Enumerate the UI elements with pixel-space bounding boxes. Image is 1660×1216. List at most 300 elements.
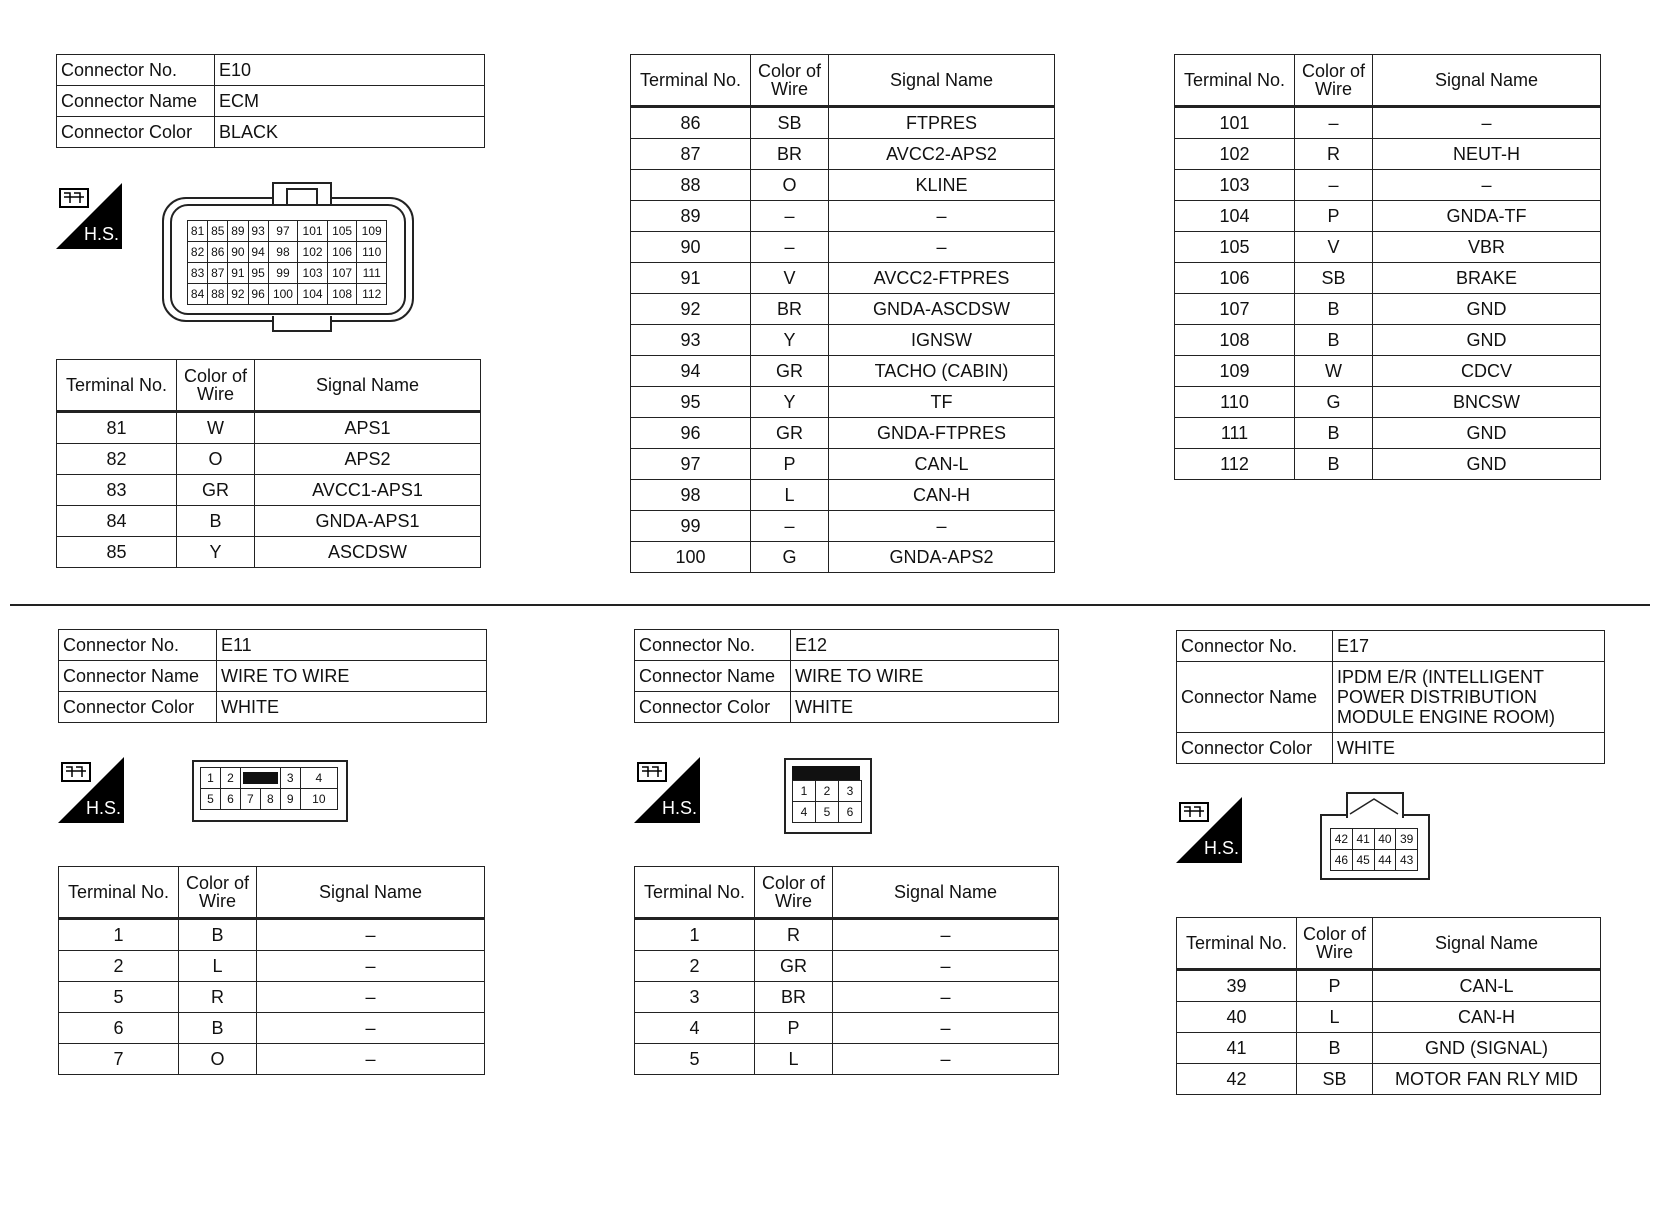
terminal-row	[631, 294, 1055, 325]
pin-cell: 90	[228, 242, 248, 263]
terminal-no-cell: 89	[631, 201, 751, 232]
signal-name-cell: GND	[1373, 449, 1601, 480]
terminal-row	[631, 449, 1055, 480]
pin-cell: 85	[208, 221, 228, 242]
wire-color-cell: Y	[177, 537, 255, 568]
e11-connector-name: WIRE TO WIRE	[217, 661, 487, 692]
pin-cell: 86	[208, 242, 228, 263]
wire-color-cell: BR	[755, 982, 833, 1013]
terminal-row	[1175, 387, 1601, 418]
wire-color-cell: L	[751, 480, 829, 511]
terminal-row	[1175, 263, 1601, 294]
terminal-no-cell: 83	[57, 475, 177, 506]
terminal-row	[1177, 1033, 1601, 1064]
signal-name-cell: GND (SIGNAL)	[1373, 1033, 1601, 1064]
e17-terminal-table	[1176, 917, 1601, 1095]
terminal-no-cell: 93	[631, 325, 751, 356]
terminal-no-cell: 6	[59, 1013, 179, 1044]
terminal-no-cell: 102	[1175, 139, 1295, 170]
signal-name-cell: –	[1373, 170, 1601, 201]
pin-cell: 6	[220, 789, 240, 810]
terminal-row	[1175, 294, 1601, 325]
terminal-no-cell: 5	[59, 982, 179, 1013]
wire-color-cell: –	[751, 201, 829, 232]
wire-color-cell: SB	[1297, 1064, 1373, 1095]
signal-name-cell: GNDA-ASCDSW	[829, 294, 1055, 325]
terminal-no-cell: 105	[1175, 232, 1295, 263]
terminal-no-cell: 106	[1175, 263, 1295, 294]
signal-name-cell: –	[257, 919, 485, 951]
wire-color-cell: GR	[751, 418, 829, 449]
connector-color-label: Connector Color	[57, 117, 215, 148]
terminal-row	[59, 919, 485, 951]
pin-cell: 82	[188, 242, 208, 263]
wire-color-cell: –	[1295, 170, 1373, 201]
e10-connector-color: BLACK	[215, 117, 485, 148]
pin-cell: 96	[248, 284, 268, 305]
e17-connector-info	[1176, 630, 1605, 764]
terminal-row	[1177, 1002, 1601, 1033]
color-of-wire-header: Color of Wire	[177, 360, 255, 412]
terminal-no-cell: 97	[631, 449, 751, 480]
signal-name-cell: AVCC1-APS1	[255, 475, 481, 506]
e12-connector-no: E12	[791, 630, 1059, 661]
signal-name-cell: –	[833, 951, 1059, 982]
connector-name-label: Connector Name	[1177, 662, 1333, 733]
terminal-row	[59, 1044, 485, 1075]
signal-name-header: Signal Name	[1373, 918, 1601, 970]
terminal-row	[631, 542, 1055, 573]
signal-name-cell: –	[257, 1013, 485, 1044]
wire-color-cell: B	[1295, 418, 1373, 449]
color-of-wire-header: Color of Wire	[755, 867, 833, 919]
signal-name-cell: CAN-H	[1373, 1002, 1601, 1033]
terminal-row	[635, 1013, 1059, 1044]
terminal-no-cell: 5	[635, 1044, 755, 1075]
pin-cell: 109	[357, 221, 387, 242]
pin-cell: 4	[300, 768, 337, 789]
terminal-no-header: Terminal No.	[59, 867, 179, 919]
e10-terminal-table-b	[630, 54, 1055, 573]
pin-cell: 87	[208, 263, 228, 284]
terminal-row	[631, 418, 1055, 449]
terminal-no-cell: 81	[57, 412, 177, 444]
terminal-no-cell: 111	[1175, 418, 1295, 449]
wire-color-cell: Y	[751, 325, 829, 356]
terminal-no-cell: 99	[631, 511, 751, 542]
terminal-row	[57, 537, 481, 568]
hs-label: H.S.	[661, 798, 697, 818]
terminal-row	[1175, 170, 1601, 201]
e12-connector-info	[634, 629, 1059, 723]
signal-name-cell: ASCDSW	[255, 537, 481, 568]
wire-color-cell: W	[177, 412, 255, 444]
terminal-row	[1175, 139, 1601, 170]
terminal-row	[635, 919, 1059, 951]
pin-cell: 43	[1396, 850, 1418, 871]
signal-name-cell: GND	[1373, 418, 1601, 449]
terminal-no-cell: 88	[631, 170, 751, 201]
terminal-no-cell: 85	[57, 537, 177, 568]
e10-connector-no: E10	[215, 55, 485, 86]
pin-cell: 107	[327, 263, 357, 284]
wire-color-cell: P	[1295, 201, 1373, 232]
terminal-no-cell: 39	[1177, 970, 1297, 1002]
color-of-wire-header: Color of Wire	[751, 55, 829, 107]
signal-name-cell: AVCC2-FTPRES	[829, 263, 1055, 294]
terminal-no-cell: 101	[1175, 107, 1295, 139]
terminal-no-cell: 41	[1177, 1033, 1297, 1064]
terminal-no-cell: 109	[1175, 356, 1295, 387]
wire-color-cell: Y	[751, 387, 829, 418]
terminal-row	[1175, 107, 1601, 139]
signal-name-cell: NEUT-H	[1373, 139, 1601, 170]
signal-name-cell: BRAKE	[1373, 263, 1601, 294]
pin-cell: 8	[260, 789, 280, 810]
signal-name-cell: –	[257, 1044, 485, 1075]
terminal-row	[631, 201, 1055, 232]
terminal-no-cell: 100	[631, 542, 751, 573]
hs-harness-side-icon	[634, 757, 700, 823]
e17-connector-no: E17	[1333, 631, 1605, 662]
signal-name-cell: –	[257, 982, 485, 1013]
signal-name-cell: KLINE	[829, 170, 1055, 201]
e11-connector-face	[192, 760, 348, 822]
terminal-row	[631, 356, 1055, 387]
pin-cell: 88	[208, 284, 228, 305]
wire-color-cell: GR	[751, 356, 829, 387]
signal-name-cell: –	[829, 511, 1055, 542]
pin-cell: 110	[357, 242, 387, 263]
terminal-no-cell: 90	[631, 232, 751, 263]
terminal-row	[635, 951, 1059, 982]
terminal-no-cell: 87	[631, 139, 751, 170]
pin-cell: 95	[248, 263, 268, 284]
signal-name-cell: GNDA-FTPRES	[829, 418, 1055, 449]
wire-color-cell: L	[755, 1044, 833, 1075]
terminal-row	[631, 387, 1055, 418]
wire-color-cell: GR	[755, 951, 833, 982]
terminal-no-header: Terminal No.	[57, 360, 177, 412]
signal-name-cell: –	[833, 1044, 1059, 1075]
terminal-no-cell: 108	[1175, 325, 1295, 356]
terminal-no-cell: 84	[57, 506, 177, 537]
e11-pin-grid	[200, 767, 338, 810]
e10-terminal-table-c	[1174, 54, 1601, 480]
terminal-no-cell: 107	[1175, 294, 1295, 325]
wire-color-cell: G	[1295, 387, 1373, 418]
pin-cell: 83	[188, 263, 208, 284]
color-of-wire-header: Color of Wire	[179, 867, 257, 919]
pin-cell: 39	[1396, 829, 1418, 850]
wire-color-cell: B	[1297, 1033, 1373, 1064]
wire-color-cell: SB	[1295, 263, 1373, 294]
signal-name-cell: GNDA-APS2	[829, 542, 1055, 573]
e17-key-icon	[1348, 796, 1400, 816]
terminal-row	[1177, 1064, 1601, 1095]
hs-label: H.S.	[1203, 838, 1239, 858]
pin-cell: 84	[188, 284, 208, 305]
signal-name-cell: –	[833, 919, 1059, 951]
signal-name-cell: IGNSW	[829, 325, 1055, 356]
pin-cell: 3	[280, 768, 300, 789]
wire-color-cell: R	[179, 982, 257, 1013]
pin-cell: 40	[1374, 829, 1396, 850]
pin-cell: 106	[327, 242, 357, 263]
pin-cell: 89	[228, 221, 248, 242]
wire-color-cell: P	[1297, 970, 1373, 1002]
pin-cell: 46	[1331, 850, 1353, 871]
terminal-no-header: Terminal No.	[635, 867, 755, 919]
hs-label: H.S.	[85, 798, 121, 818]
wire-color-cell: P	[751, 449, 829, 480]
pin-cell: 94	[248, 242, 268, 263]
hs-harness-side-icon	[58, 757, 124, 823]
e11-connector-info	[58, 629, 487, 723]
terminal-no-cell: 82	[57, 444, 177, 475]
pin-cell: 5	[201, 789, 221, 810]
wire-color-cell: B	[1295, 294, 1373, 325]
e17-pin-grid	[1330, 828, 1418, 871]
terminal-row	[631, 325, 1055, 356]
signal-name-cell: APS1	[255, 412, 481, 444]
terminal-row	[1175, 201, 1601, 232]
pin-cell: 7	[240, 789, 260, 810]
wire-color-cell: B	[179, 919, 257, 951]
pin-cell: 10	[300, 789, 337, 810]
pin-cell: 5	[816, 802, 839, 823]
pin-cell: 3	[839, 781, 862, 802]
connector-color-label: Connector Color	[635, 692, 791, 723]
terminal-row	[631, 170, 1055, 201]
signal-name-cell: CDCV	[1373, 356, 1601, 387]
signal-name-cell: –	[257, 951, 485, 982]
terminal-no-cell: 95	[631, 387, 751, 418]
signal-name-cell: CAN-H	[829, 480, 1055, 511]
terminal-no-cell: 94	[631, 356, 751, 387]
terminal-no-cell: 7	[59, 1044, 179, 1075]
terminal-no-header: Terminal No.	[631, 55, 751, 107]
signal-name-header: Signal Name	[257, 867, 485, 919]
connector-name-label: Connector Name	[59, 661, 217, 692]
terminal-row	[57, 506, 481, 537]
pin-cell: 42	[1331, 829, 1353, 850]
pin-cell: 81	[188, 221, 208, 242]
terminal-no-cell: 2	[635, 951, 755, 982]
pin-cell: 1	[201, 768, 221, 789]
wire-color-cell: W	[1295, 356, 1373, 387]
signal-name-cell: BNCSW	[1373, 387, 1601, 418]
terminal-row	[57, 444, 481, 475]
terminal-row	[59, 951, 485, 982]
e12-pin-grid	[792, 780, 862, 823]
connector-color-label: Connector Color	[1177, 733, 1333, 764]
pin-cell: 108	[327, 284, 357, 305]
wire-color-cell: V	[751, 263, 829, 294]
signal-name-cell: GNDA-TF	[1373, 201, 1601, 232]
terminal-row	[59, 982, 485, 1013]
signal-name-cell: AVCC2-APS2	[829, 139, 1055, 170]
signal-name-cell: –	[1373, 107, 1601, 139]
wire-color-cell: GR	[177, 475, 255, 506]
hs-label: H.S.	[83, 224, 119, 244]
signal-name-header: Signal Name	[255, 360, 481, 412]
wire-color-cell: R	[755, 919, 833, 951]
signal-name-cell: TACHO (CABIN)	[829, 356, 1055, 387]
color-of-wire-header: Color of Wire	[1297, 918, 1373, 970]
terminal-no-cell: 2	[59, 951, 179, 982]
connector-name-label: Connector Name	[635, 661, 791, 692]
pin-cell: 102	[298, 242, 328, 263]
terminal-no-cell: 103	[1175, 170, 1295, 201]
e11-connector-color: WHITE	[217, 692, 487, 723]
signal-name-cell: –	[833, 1013, 1059, 1044]
e12-terminal-table	[634, 866, 1059, 1075]
section-divider	[10, 604, 1650, 606]
terminal-row	[1175, 356, 1601, 387]
signal-name-cell: GND	[1373, 294, 1601, 325]
pin-cell: 2	[220, 768, 240, 789]
connector-no-label: Connector No.	[635, 630, 791, 661]
wire-color-cell: –	[751, 232, 829, 263]
signal-name-cell: MOTOR FAN RLY MID	[1373, 1064, 1601, 1095]
connector-name-label: Connector Name	[57, 86, 215, 117]
terminal-no-header: Terminal No.	[1175, 55, 1295, 107]
wire-color-cell: P	[755, 1013, 833, 1044]
terminal-row	[1175, 232, 1601, 263]
pin-cell: 105	[327, 221, 357, 242]
color-of-wire-header: Color of Wire	[1295, 55, 1373, 107]
wire-color-cell: G	[751, 542, 829, 573]
terminal-no-cell: 98	[631, 480, 751, 511]
terminal-row	[631, 139, 1055, 170]
terminal-no-cell: 1	[59, 919, 179, 951]
terminal-row	[1175, 449, 1601, 480]
wire-color-cell: B	[1295, 325, 1373, 356]
e12-connector-name: WIRE TO WIRE	[791, 661, 1059, 692]
e10-pin-grid	[187, 220, 387, 305]
terminal-row	[631, 232, 1055, 263]
connector-no-label: Connector No.	[59, 630, 217, 661]
terminal-row	[59, 1013, 485, 1044]
terminal-no-cell: 96	[631, 418, 751, 449]
connector-no-label: Connector No.	[1177, 631, 1333, 662]
wire-color-cell: L	[179, 951, 257, 982]
terminal-no-cell: 1	[635, 919, 755, 951]
e12-connector-face	[784, 758, 872, 834]
terminal-row	[631, 263, 1055, 294]
pin-cell: 1	[793, 781, 816, 802]
terminal-no-cell: 110	[1175, 387, 1295, 418]
wire-color-cell: O	[179, 1044, 257, 1075]
wire-color-cell: –	[751, 511, 829, 542]
signal-name-cell: APS2	[255, 444, 481, 475]
terminal-row	[631, 480, 1055, 511]
terminal-no-cell: 3	[635, 982, 755, 1013]
terminal-no-cell: 86	[631, 107, 751, 139]
pin-cell: 44	[1374, 850, 1396, 871]
signal-name-cell: –	[829, 201, 1055, 232]
wire-color-cell: L	[1297, 1002, 1373, 1033]
terminal-no-header: Terminal No.	[1177, 918, 1297, 970]
pin-cell: 9	[280, 789, 300, 810]
connector-no-label: Connector No.	[57, 55, 215, 86]
pin-cell: 98	[268, 242, 298, 263]
wire-color-cell: BR	[751, 294, 829, 325]
terminal-row	[57, 412, 481, 444]
signal-name-cell: TF	[829, 387, 1055, 418]
e10-connector-name: ECM	[215, 86, 485, 117]
terminal-no-cell: 4	[635, 1013, 755, 1044]
signal-name-cell: VBR	[1373, 232, 1601, 263]
terminal-row	[57, 475, 481, 506]
pin-cell: 103	[298, 263, 328, 284]
signal-name-cell: CAN-L	[829, 449, 1055, 480]
pin-cell: 41	[1352, 829, 1374, 850]
wire-color-cell: –	[1295, 107, 1373, 139]
connector-lock-tab	[240, 768, 280, 789]
pin-cell: 104	[298, 284, 328, 305]
terminal-no-cell: 112	[1175, 449, 1295, 480]
pin-cell: 111	[357, 263, 387, 284]
pin-cell: 45	[1352, 850, 1374, 871]
e10-connector-face	[162, 182, 414, 342]
e10-terminal-table-a	[56, 359, 481, 568]
terminal-row	[631, 107, 1055, 139]
e11-connector-no: E11	[217, 630, 487, 661]
e17-connector-name: IPDM E/R (INTELLIGENT POWER DISTRIBUTION MODULE ENGINE ROOM)	[1333, 662, 1605, 733]
pin-cell: 101	[298, 221, 328, 242]
wire-color-cell: O	[177, 444, 255, 475]
terminal-no-cell: 92	[631, 294, 751, 325]
hs-harness-side-icon	[1176, 797, 1242, 863]
pin-cell: 100	[268, 284, 298, 305]
e17-connector-color: WHITE	[1333, 733, 1605, 764]
wire-color-cell: V	[1295, 232, 1373, 263]
terminal-row	[635, 982, 1059, 1013]
signal-name-cell: CAN-L	[1373, 970, 1601, 1002]
wire-color-cell: B	[1295, 449, 1373, 480]
terminal-row	[1175, 325, 1601, 356]
pin-cell: 112	[357, 284, 387, 305]
e11-terminal-table	[58, 866, 485, 1075]
terminal-no-cell: 40	[1177, 1002, 1297, 1033]
e17-connector-face	[1320, 792, 1430, 880]
signal-name-cell: FTPRES	[829, 107, 1055, 139]
signal-name-header: Signal Name	[833, 867, 1059, 919]
terminal-no-cell: 42	[1177, 1064, 1297, 1095]
signal-name-cell: GNDA-APS1	[255, 506, 481, 537]
pin-cell: 93	[248, 221, 268, 242]
wire-color-cell: SB	[751, 107, 829, 139]
terminal-row	[1175, 418, 1601, 449]
signal-name-header: Signal Name	[829, 55, 1055, 107]
wire-color-cell: B	[177, 506, 255, 537]
pin-cell: 91	[228, 263, 248, 284]
wire-color-cell: R	[1295, 139, 1373, 170]
wire-color-cell: O	[751, 170, 829, 201]
signal-name-cell: –	[829, 232, 1055, 263]
wire-color-cell: BR	[751, 139, 829, 170]
terminal-row	[1177, 970, 1601, 1002]
pin-cell: 6	[839, 802, 862, 823]
signal-name-header: Signal Name	[1373, 55, 1601, 107]
pin-cell: 4	[793, 802, 816, 823]
pin-cell: 2	[816, 781, 839, 802]
terminal-row	[635, 1044, 1059, 1075]
pin-cell: 97	[268, 221, 298, 242]
terminal-row	[631, 511, 1055, 542]
